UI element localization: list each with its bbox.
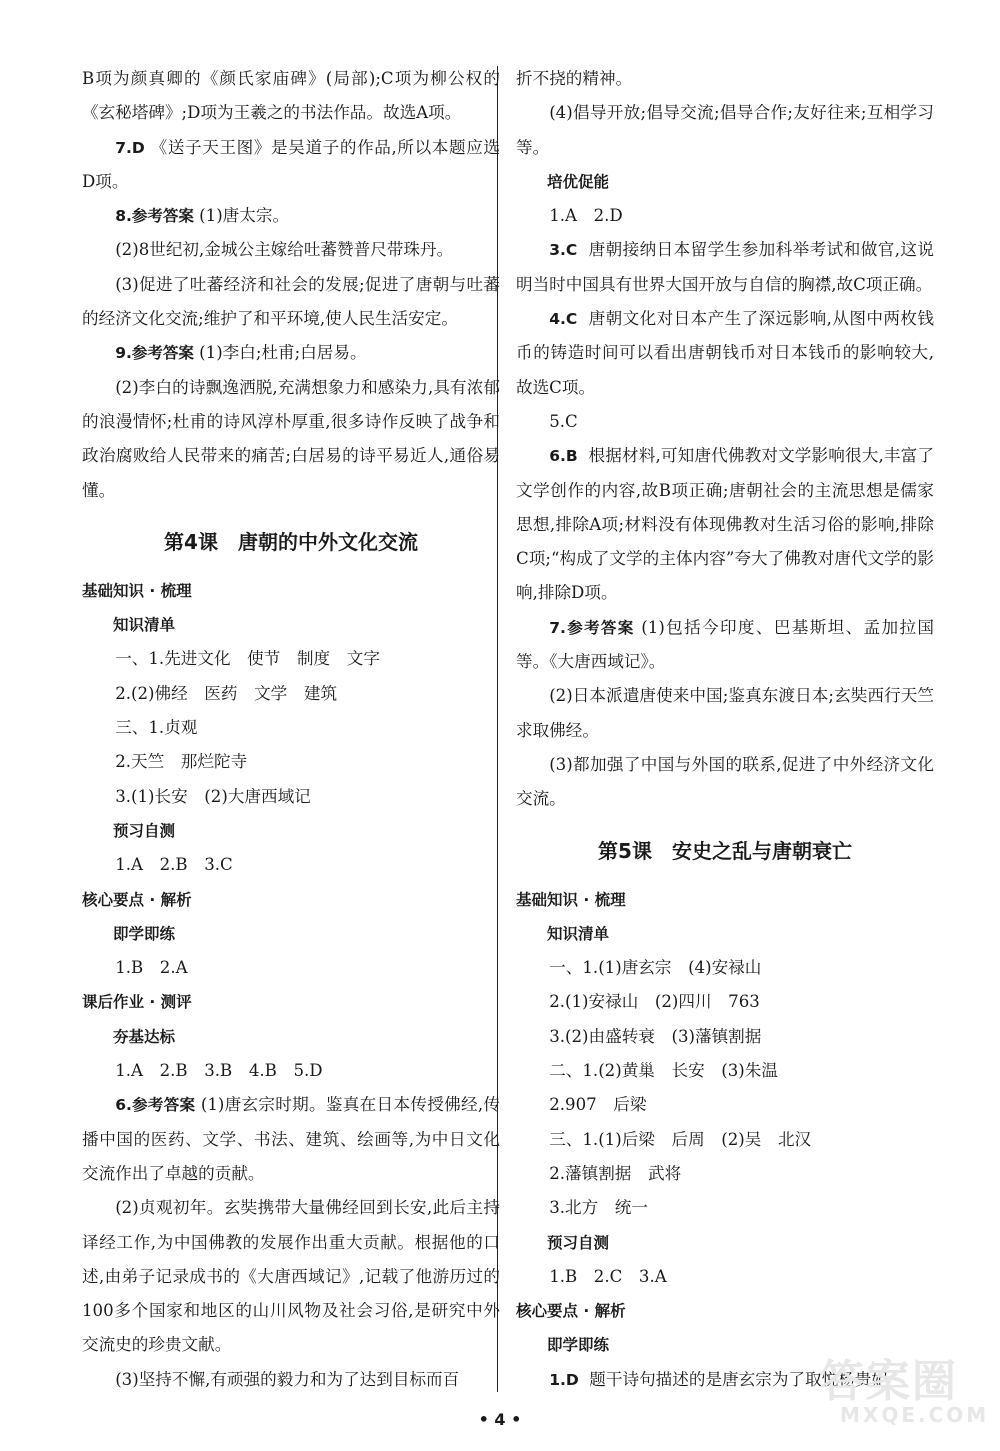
watermark-text: 答案圈 [820, 1356, 958, 1407]
list-item: 二、1.(2)黄巢 长安 (3)朱温 [549, 1061, 778, 1081]
list-item: 1.A 2.B 3.C [115, 855, 233, 875]
answer-6: 6.B 根据材料,可知唐代佛教对文学影响很大,丰富了文学创作的内容,故B项正确;唐朝社会的主流思想是儒家思想,排除A项;材料没有体现佛教对生活习俗的影响,排除C项;“构成了文学的主体内容”夸大了佛教对唐代文学的影响,排除D项。 [516, 446, 934, 603]
list-item: 2.907 后梁 [549, 1095, 647, 1115]
answer-9-part-2: (2)李白的诗飘逸洒脱,充满想象力和感染力,具有浓郁的浪漫情怀;杜甫的诗风淳朴厚重,很多诗作反映了战争和政治腐败给人民带来的痛苦;白居易的诗平易近人,通俗易懂。 [82, 377, 500, 500]
list-item: 1.A 2.B 3.B 4.B 5.D [115, 1061, 323, 1081]
answer-6-part-1: 6.参考答案 (1)唐玄宗时期。鉴真在日本传授佛经,传播中国的医药、文学、书法、建筑、绘画等,为中日文化交流作出了卓越的贡献。 [82, 1095, 500, 1183]
answer-jixue-1: 1.D 题干诗句描述的是唐玄宗为了取悦杨贵妃 [549, 1369, 888, 1389]
lesson-4-title: 第4课 唐朝的中外文化交流 [164, 529, 418, 554]
list-item: 1.A 2.D [549, 206, 623, 226]
answer-text: 折不挠的精神。 [516, 69, 633, 88]
list-item: 2.(1)安禄山 (2)四川 763 [549, 992, 760, 1012]
section-heading: 核心要点 · 解析 [516, 1302, 626, 1321]
sub-heading: 即学即练 [547, 1336, 610, 1355]
watermark-url: MXQE.COM [840, 1403, 990, 1427]
list-item: 2.(2)佛经 医药 文学 建筑 [115, 683, 338, 703]
answer-8-part-1: 8.参考答案 (1)唐太宗。 [115, 206, 290, 226]
answer-5: 5.C [549, 411, 578, 431]
answer-6-part-3: (3)坚持不懈,有顽强的毅力和为了达到目标而百 [115, 1369, 460, 1389]
sub-heading: 预习自测 [113, 821, 176, 840]
section-heading: 核心要点 · 解析 [82, 890, 192, 909]
list-item: 2.天竺 那烂陀寺 [115, 752, 248, 772]
answer-7-part-3: (3)都加强了中国与外国的联系,促进了中外经济文化交流。 [516, 754, 934, 809]
sub-heading: 即学即练 [113, 924, 176, 943]
answer-text: B项为颜真卿的《颜氏家庙碑》(局部);C项为柳公权的《玄秘塔碑》;D项为王羲之的书法作品。故选A项。 [82, 69, 500, 123]
answer-7: 7.D 《送子天王图》是吴道子的作品,所以本题应选D项。 [82, 137, 500, 191]
answer-7-part-1: 7.参考答案 (1)包括今印度、巴基斯坦、孟加拉国等。《大唐西域记》。 [516, 617, 934, 672]
sub-heading: 预习自测 [547, 1233, 610, 1252]
section-heading: 基础知识 · 梳理 [516, 890, 626, 909]
list-item: 3.(2)由盛转衰 (3)藩镇割据 [549, 1026, 762, 1046]
answer-text: (4)倡导开放;倡导交流;倡导合作;友好往来;互相学习等。 [516, 103, 934, 157]
sub-heading: 培优促能 [547, 172, 610, 191]
answer-3: 3.C 唐朝接纳日本留学生参加科举考试和做官,这说明当时中国具有世界大国开放与自信的胸襟,故C项正确。 [516, 240, 934, 294]
right-column [516, 62, 934, 1397]
list-item: 3.北方 统一 [549, 1198, 648, 1218]
sub-heading: 知识清单 [113, 616, 176, 635]
page-number: • 4 • [478, 1410, 522, 1429]
list-item: 1.B 2.C 3.A [549, 1266, 667, 1286]
lesson-5-title: 第5课 安史之乱与唐朝衰亡 [598, 838, 852, 863]
list-item: 2.藩镇割据 武将 [549, 1163, 682, 1183]
list-item: 三、1.贞观 [115, 718, 198, 738]
answer-8-part-2: (2)8世纪初,金城公主嫁给吐蕃赞普尺带珠丹。 [115, 240, 454, 260]
section-heading: 课后作业 · 测评 [82, 993, 192, 1012]
sub-heading: 知识清单 [547, 924, 610, 943]
list-item: 3.(1)长安 (2)大唐西域记 [115, 786, 311, 806]
list-item: 一、1.(1)唐玄宗 (4)安禄山 [549, 958, 762, 978]
answer-4: 4.C 唐朝文化对日本产生了深远影响,从图中两枚钱币的铸造时间可以看出唐朝钱币对日本钱币的影响较大,故选C项。 [516, 309, 934, 397]
list-item: 1.B 2.A [115, 958, 188, 978]
section-heading: 基础知识 · 梳理 [82, 581, 192, 600]
answer-6-part-2: (2)贞观初年。玄奘携带大量佛经回到长安,此后主持译经工作,为中国佛教的发展作出重大贡献。根据他的口述,由弟子记录成书的《大唐西域记》,记载了他游历过的100多个国家和地区的山川风物及社会习俗,是研究中外交流史的珍贵文献。 [82, 1198, 500, 1355]
list-item: 一、1.先进文化 使节 制度 文字 [115, 649, 380, 669]
watermark-logo [820, 1356, 990, 1427]
answer-8-part-3: (3)促进了吐蕃经济和社会的发展;促进了唐朝与吐蕃的经济文化交流;维护了和平环境,使人民生活安定。 [82, 274, 500, 329]
answer-7-part-2: (2)日本派遣唐使来中国;鉴真东渡日本;玄奘西行天竺求取佛经。 [516, 686, 934, 740]
sub-heading: 夯基达标 [113, 1027, 176, 1046]
left-column [82, 62, 500, 1397]
list-item: 三、1.(1)后梁 后周 (2)吴 北汉 [549, 1129, 812, 1149]
answer-9-part-1: 9.参考答案 (1)李白;杜甫;白居易。 [115, 343, 367, 363]
